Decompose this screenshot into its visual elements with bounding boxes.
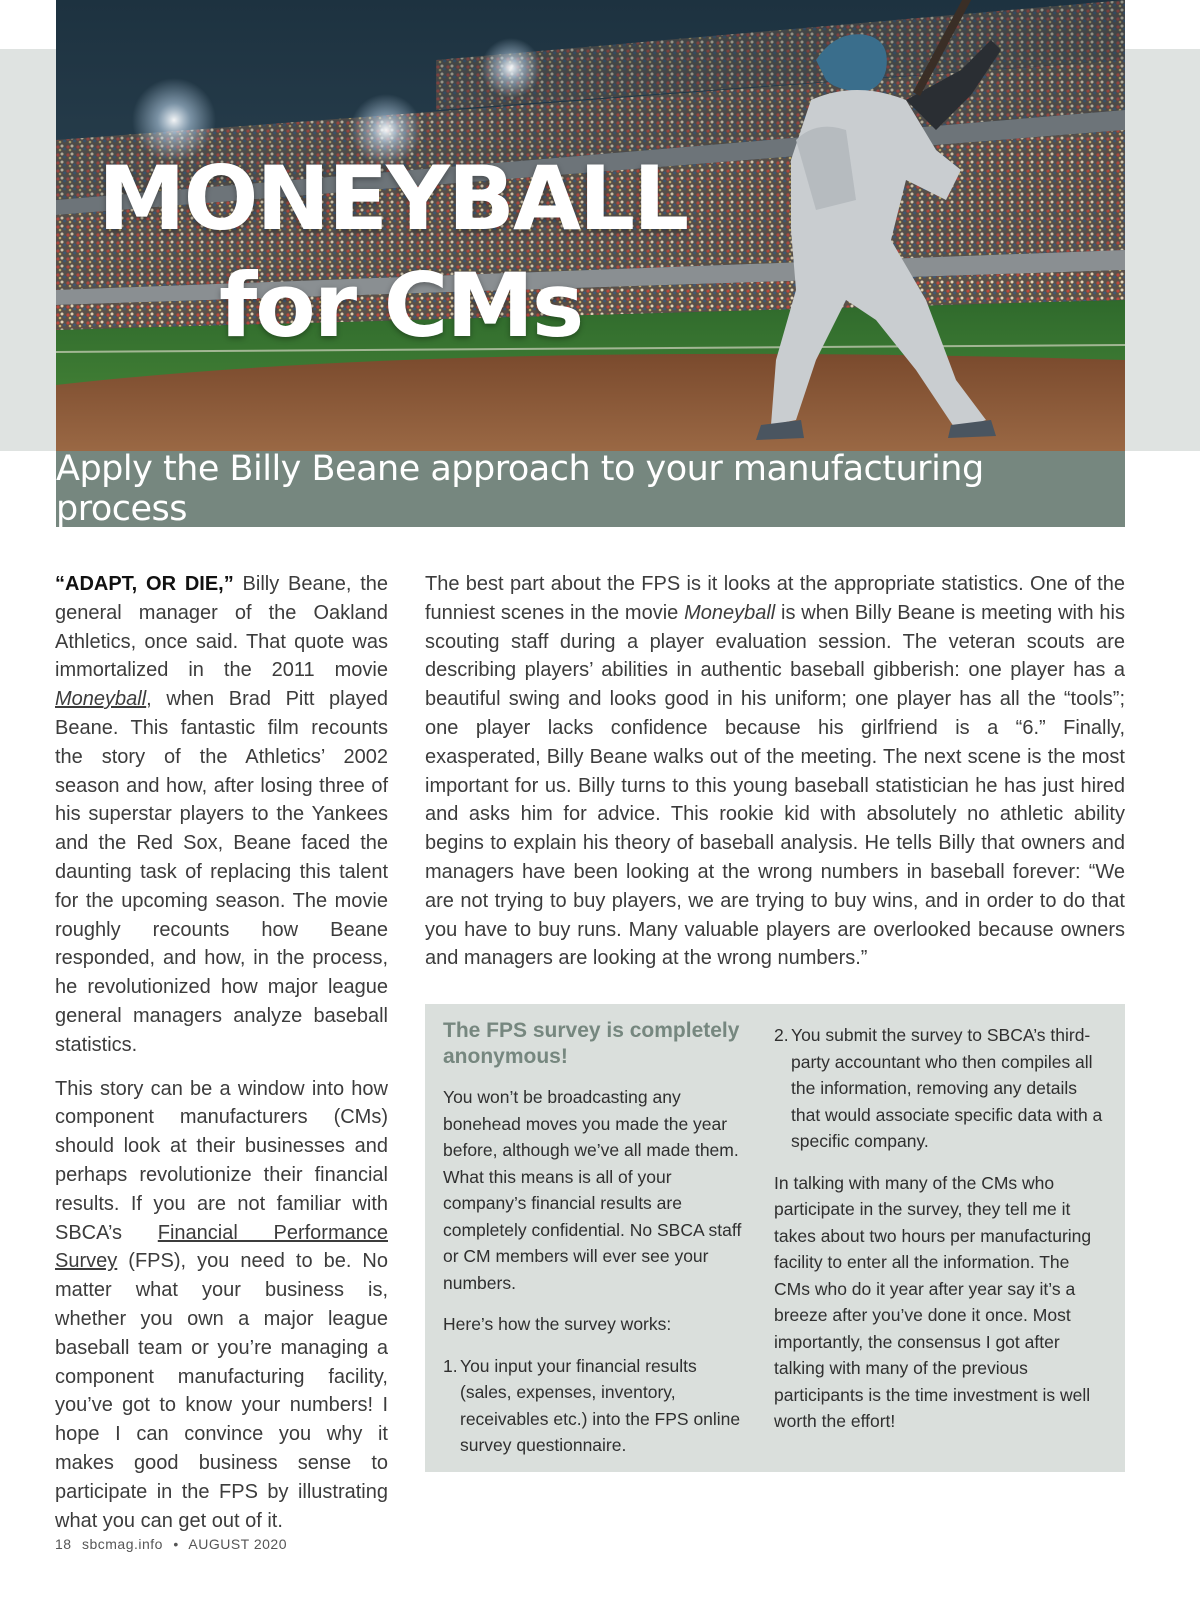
left-side-band xyxy=(0,49,56,451)
footer-separator: • xyxy=(173,1536,179,1552)
hero-title xyxy=(56,0,1125,451)
sidebar-box xyxy=(425,1004,1125,1472)
right-side-band xyxy=(1125,49,1200,451)
sidebar-column-2 xyxy=(774,1022,1109,1450)
site-link[interactable]: sbcmag.info xyxy=(81,1536,163,1552)
issue-date: AUGUST 2020 xyxy=(188,1536,287,1552)
hero-title-line2: for CMs xyxy=(219,254,583,357)
sidebar-paragraph-3: In talking with many of the CMs who participate in the survey, they tell me it takes about two hours per manufacturing facility to enter all the information. The CMs who do it year after year say it’s a breeze after you’ve done it once. Most importantly, the consensus I got after talking with many of the previous participants is the time investment is well worth the effort! xyxy=(774,1172,1092,1431)
article-subtitle: Apply the Billy Beane approach to your manufacturing process xyxy=(56,449,984,529)
hero-image xyxy=(56,0,1125,451)
list-item: 2. You submit the survey to SBCA’s third-party accountant who then compiles all the information, removing any details that would associate specific data with a specific company. xyxy=(774,1025,1103,1151)
sidebar-column-1 xyxy=(443,1018,748,1474)
page-footer xyxy=(55,1536,293,1552)
sidebar-paragraph-1: You won’t be broadcasting any bonehead moves you made the year before, although we’ve all made them. What this means is all of your company’s financial results are completely confidential. No SBCA staff or CM members will ever see your numbers. xyxy=(443,1087,742,1293)
lead-quote: “ADAPT, OR DIE,” xyxy=(55,573,234,595)
subtitle-bar xyxy=(56,451,1125,527)
page-number: 18 xyxy=(55,1536,72,1552)
sidebar-heading: The FPS survey is completely anonymous! xyxy=(443,1019,740,1068)
sidebar-paragraph-2: Here’s how the survey works: xyxy=(443,1314,672,1334)
right-paragraph-1: The best part about the FPS is it looks at the appropriate statistics. One of the funniest scenes in the movie Moneyball is when Billy Beane is meeting with his scouting staff during a player evaluation session. The veteran scouts are describing players’ abilities in authentic baseball gibberish: one player has a beautiful swing and looks good in his uniform; one player has all the “tools”; one player lacks confidence because his girlfriend is a “6.” Finally, exasperated, Billy Beane walks out of the meeting. The next scene is the most important for us. Billy turns to this young baseball statistician he has just hired and asks him for advice. This rookie kid with absolutely no athletic ability begins to explain his theory of baseball analysis. He tells Billy that owners and managers have been looking at the wrong numbers in baseball forever: “We are not trying to buy players, we are trying to buy wins, and in order to do that you have to buy runs. Many valuable players are overlooked because owners and managers are looking at the wrong numbers.” xyxy=(425,573,1125,970)
right-column xyxy=(425,570,1125,973)
left-column xyxy=(55,570,388,1550)
fps-link[interactable]: Financial Performance Survey xyxy=(55,1221,388,1273)
left-paragraph-1: “ADAPT, OR DIE,” Billy Beane, the general manager of the Oakland Athletics, once said. That quote was immortalized in the 2011 movie Moneyball, when Brad Pitt played Beane. This fantastic film recounts the story of the Athletics’ 2002 season and how, after losing three of his superstar players to the Yankees and the Red Sox, Beane faced the daunting task of replacing this talent for the upcoming season. The movie roughly recounts how Beane responded, and how, in the process, he revolutionized how major league general managers analyze baseball statistics. xyxy=(55,573,388,1056)
steps-list-part-1 xyxy=(443,1353,748,1459)
steps-list-part-2 xyxy=(774,1022,1109,1155)
hero-title-line1: MONEYBALL xyxy=(98,147,688,250)
moneyball-title: Moneyball xyxy=(684,601,776,624)
moneyball-link[interactable]: Moneyball xyxy=(55,688,147,711)
left-paragraph-2: This story can be a window into how component manufacturers (CMs) should look at their businesses and perhaps revolutionize their financial results. If you are not familiar with SBCA’s Financial Performance Survey (FPS), you need to be. No matter what your business is, whether you own a major league baseball team or you’re managing a component manufacturing facility, you’ve got to know your numbers! I hope I can convince you why it makes good business sense to participate in the FPS by illustrating what you can get out of it. xyxy=(55,1077,388,1532)
list-item: 1. You input your financial results (sales, expenses, inventory, receivables etc.) into the FPS online survey questionnaire. xyxy=(443,1355,741,1455)
